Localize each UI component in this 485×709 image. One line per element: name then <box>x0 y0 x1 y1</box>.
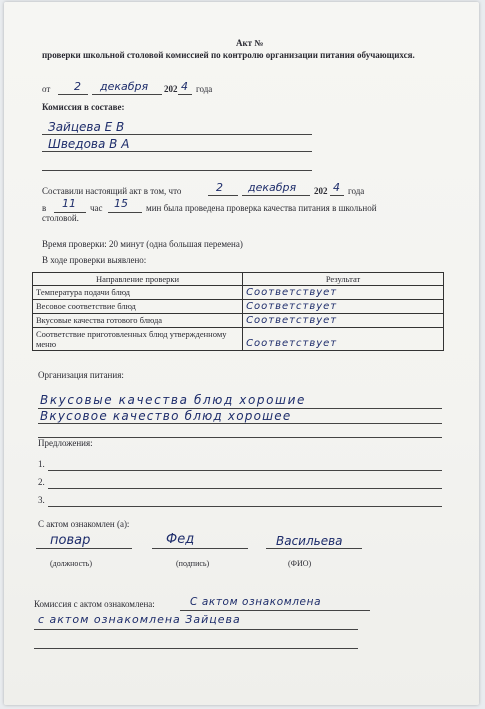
table-row <box>33 314 444 328</box>
date-year-digit: 4 <box>181 80 188 93</box>
table-row <box>33 300 444 314</box>
commission-ack-rule-2 <box>34 629 358 630</box>
sign-caption-name: (ФИО) <box>288 559 312 568</box>
act-year-suffix: года <box>348 186 365 196</box>
act-hour: 11 <box>62 197 76 210</box>
date-suffix: года <box>196 84 213 94</box>
act-document <box>4 2 479 705</box>
org-line-2: Вкусовое качество блюд хорошее <box>40 409 292 423</box>
act-text-3: столовой. <box>42 213 79 223</box>
proposal-number-1: 1. <box>38 459 45 469</box>
commission-label: Комиссия в составе: <box>42 102 125 112</box>
table-cell-result <box>243 286 444 300</box>
found-label: В ходе проверки выявлено: <box>42 255 147 265</box>
commission-line-1 <box>42 134 312 135</box>
sign-caption-position: (должность) <box>50 559 92 568</box>
checks-table <box>32 272 444 351</box>
table-header-direction: Направление проверки <box>33 273 243 286</box>
date-year-prefix: 202 <box>164 84 178 94</box>
sign-signature-line <box>152 548 248 549</box>
result-handwritten: Соответствует <box>246 315 338 326</box>
act-month-line <box>242 195 310 196</box>
time-label: Время проверки: 20 минут (одна большая перемена) <box>42 239 243 249</box>
result-handwritten: Соответствует <box>246 287 338 298</box>
org-rule-2 <box>38 423 442 424</box>
act-text-2: мин была проведена проверка качества питания в школьной <box>146 203 377 213</box>
act-hour-label: час <box>90 203 103 213</box>
sign-position-line <box>36 548 132 549</box>
act-in: в <box>42 203 47 213</box>
commission-line-3 <box>42 170 312 171</box>
acquainted-label: С актом ознакомлен (а): <box>38 519 130 529</box>
act-month: декабря <box>248 181 297 194</box>
table-row <box>33 328 444 351</box>
act-subtitle: проверки школьной столовой комиссией по контролю организации питания обучающихся. <box>42 50 415 60</box>
proposal-number-2: 2. <box>38 477 45 487</box>
commission-ack-label: Комиссия с актом ознакомлена: <box>34 599 155 609</box>
result-handwritten: Соответствует <box>246 338 338 349</box>
act-min-line <box>108 212 142 213</box>
org-rule-3 <box>38 437 442 438</box>
sign-name: Васильева <box>276 534 343 548</box>
sign-signature: Фед <box>166 532 195 547</box>
date-prefix: от <box>42 84 51 94</box>
commission-ack-rule-3 <box>34 648 358 649</box>
date-day: 2 <box>74 80 81 93</box>
act-day: 2 <box>216 181 223 194</box>
table-cell-result <box>243 314 444 328</box>
table-header-row <box>33 273 444 286</box>
proposal-line-3 <box>48 506 442 507</box>
proposal-line-2 <box>48 488 442 489</box>
table-cell-result <box>243 328 444 351</box>
table-cell-item: Вкусовые качества готового блюда <box>33 314 243 328</box>
table-header-result: Результат <box>243 273 444 286</box>
table-cell-item: Соответствие приготовленных блюд утвержденному меню <box>33 328 243 351</box>
proposal-number-3: 3. <box>38 495 45 505</box>
date-month-line <box>92 94 162 95</box>
act-min: 15 <box>114 197 128 210</box>
commission-line-2 <box>42 151 312 152</box>
commission-member-1: Зайцева Е В <box>48 120 125 134</box>
act-year-digit: 4 <box>333 181 340 194</box>
act-title: Акт № <box>236 38 264 48</box>
table-cell-item: Весовое соответствие блюд <box>33 300 243 314</box>
sign-position: повар <box>50 533 91 548</box>
sign-name-line <box>266 548 362 549</box>
commission-ack-rule-1 <box>180 610 370 611</box>
table-cell-result <box>243 300 444 314</box>
result-handwritten: Соответствует <box>246 301 338 312</box>
org-label: Организация питания: <box>38 370 124 380</box>
table-row <box>33 286 444 300</box>
act-text-1: Составили настоящий акт в том, что <box>42 186 182 196</box>
act-year-prefix: 202 <box>314 186 328 196</box>
commission-ack-line-1: С актом ознакомлена <box>190 596 322 608</box>
date-day-line <box>58 94 88 95</box>
act-year-line <box>330 195 344 196</box>
date-year-line <box>178 94 192 95</box>
date-month: декабря <box>100 80 149 93</box>
act-day-line <box>208 195 238 196</box>
org-line-1: Вкусовые качества блюд хорошие <box>40 393 307 407</box>
table-cell-item: Температура подачи блюд <box>33 286 243 300</box>
commission-member-2: Шведова В А <box>48 137 130 151</box>
proposal-line-1 <box>48 470 442 471</box>
sign-caption-signature: (подпись) <box>176 559 210 568</box>
commission-ack-line-2: с актом ознакомлена Зайцева <box>38 613 241 626</box>
proposals-label: Предложения: <box>38 438 93 448</box>
